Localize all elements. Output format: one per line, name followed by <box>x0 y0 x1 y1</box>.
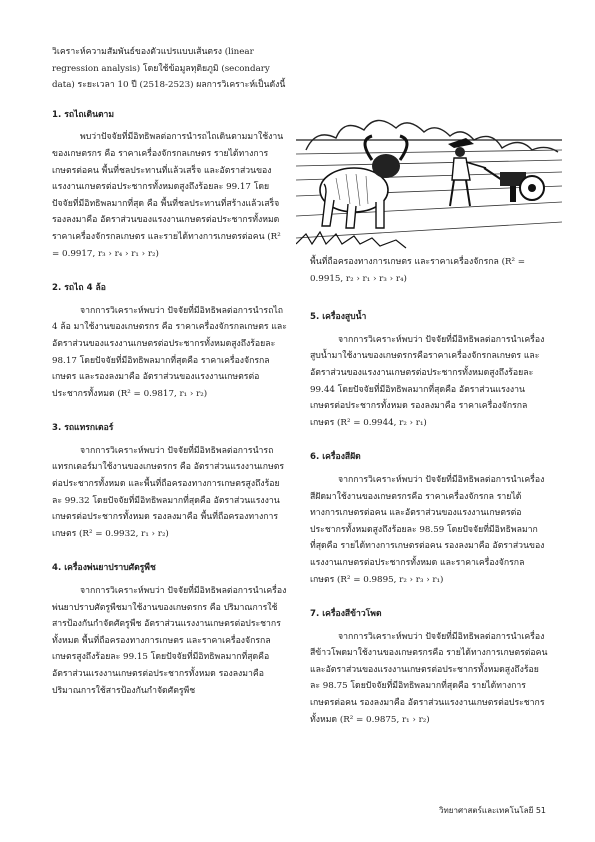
clouds <box>306 120 558 152</box>
section-5-title: 5. เครื่องสูบน้ำ <box>310 312 367 323</box>
section-4-title: 4. เครื่องพ่นยาปราบศัตรูพืช <box>52 563 156 574</box>
section-7-title: 7. เครื่องสีข้าวโพด <box>310 609 382 620</box>
section-1-body: พบว่าปัจจัยที่มีอิทธิพลต่อการนำรถไถเดินตามมาใช้งานของเกษตรกร คือ ราคาเครื่องจักรกลเกษตร รายได้ทางการเกษตรต่อคน พื้นที่ชลประทานที่แล้วเสร็จ และอัตราส่วนของแรงงานเกษตรต่อประชากรทั้งหมดสูงถึงร้อยละ 99.17 โดยปัจจัยที่มีอิทธิพลมากที่สุด คือ พื้นที่ชลประทานที่สร้างแล้วเสร็จ รองลงมาคือ อัตราส่วนของแรงงานเกษตรต่อประชากรทั้งหมด ราคาเครื่องจักรกลเกษตร และรายได้ทางการเกษตรต่อคน (R² = 0.9917, r₃ › r₄ › r₁ › r₂) <box>52 132 284 259</box>
section-6-body: จากการวิเคราะห์พบว่า ปัจจัยที่มีอิทธิพลต่อการนำเครื่องสีฝัดมาใช้งานของเกษตรกรคือ ราคาเครื่องจักรกล รายได้ทางการเกษตรต่อคน และอัตราส่วนของแรงงานเกษตรต่อประชากรทั้งหมดสูงถึงร้อยละ 98.59 โดยปัจจัยที่มีอิทธิพลมากที่สุดคือ รายได้ทางการเกษตรต่อคน รองลงมาคือ อัตราส่วนของแรงงานเกษตรต่อประชากรทั้งหมด และราคาเครื่องจักรกลเกษตร (R² = 0.9895, r₂ › r₃ › r₁) <box>310 474 545 585</box>
section-4-continued: พื้นที่ถือครองทางการเกษตร และราคาเครื่องจักรกล (R² = 0.9915, r₂ › r₁ › r₃ › r₄) <box>310 257 526 284</box>
intro-paragraph: วิเคราะห์ความสัมพันธ์ของตัวแปรแบบเส้นตรง (linear regression analysis) โดยใช้ข้อมูลทุติยภูมิ (secondary data) ระยะเวลา 10 ปี (2518-2523) ผลการวิเคราะห์เป็นดังนี้ <box>52 47 286 91</box>
left-column <box>52 44 288 699</box>
right-column <box>310 254 548 728</box>
section-7-body: จากการวิเคราะห์พบว่า ปัจจัยที่มีอิทธิพลต่อการนำเครื่องสีข้าวโพดมาใช้งานของเกษตรกรคือ รายได้ทางการเกษตรต่อคน และอัตราส่วนของแรงงานเกษตรต่อประชากรทั้งหมดสูงถึงร้อยละ 98.75 โดยปัจจัยที่มีอิทธิพลมากที่สุดคือ รายได้ทางการเกษตรต่อคน รองลงมาคือ อัตราส่วนแรงงานเกษตรต่อประชากรทั้งหมด (R² = 0.9875, r₁ › r₂) <box>310 631 548 725</box>
section-3-title: 3. รถแทรกเตอร์ <box>52 423 114 434</box>
section-2-title: 2. รถไถ 4 ล้อ <box>52 283 106 294</box>
section-4-body: จากการวิเคราะห์พบว่า ปัจจัยที่มีอิทธิพลต่อการนำเครื่องพ่นยาปราบศัตรูพืชมาใช้งานของเกษตรกร คือ ปริมาณการใช้สารป้องกันกำจัดศัตรูพืช อัตราส่วนแรงงานเกษตรต่อประชากรทั้งหมด พื้นที่ถือครองทางการเกษตร และราคาเครื่องจักรกลเกษตรสูงถึงร้อยละ 99.15 โดยปัจจัยที่มีอิทธิพลมากที่สุดคือ อัตราส่วนแรงงานเกษตรต่อประชากรทั้งหมด รองลงมาคือ ปริมาณการใช้สารป้องกันกำจัดศัตรูพืช <box>52 586 287 696</box>
section-1-title: 1. รถไถเดินตาม <box>52 109 115 120</box>
section-2-body: จากการวิเคราะห์พบว่า ปัจจัยที่มีอิทธิพลต่อการนำรถไถ 4 ล้อ มาใช้งานของเกษตรกร คือ ราคาเครื่องจักรกลเกษตร และอัตราส่วนของแรงงานเกษตรต่อประชากรทั้งหมดสูงถึงร้อยละ 98.17 โดยปัจจัยที่มีอิทธิพลมากที่สุดคือ ราคาเครื่องจักรกลเกษตร และรองลงมาคือ อัตราส่วนของแรงงานเกษตรต่อประชากรทั้งหมด (R² = 0.9817, r₁ › r₂) <box>52 305 287 399</box>
section-5-body: จากการวิเคราะห์พบว่า ปัจจัยที่มีอิทธิพลต่อการนำเครื่องสูบน้ำมาใช้งานของเกษตรกรคือราคาเครื่องจักรกลเกษตร และอัตราส่วนของแรงงานเกษตรต่อประชากรทั้งหมดสูงถึงร้อยละ 99.44 โดยปัจจัยที่มีอิทธิพลมากที่สุดคือ อัตราส่วนแรงงานเกษตรต่อประชากรทั้งหมด รองลงมาคือ ราคาเครื่องจักรกลเกษตร (R² = 0.9944, r₂ › r₁) <box>310 334 545 428</box>
farm-illustration <box>296 88 562 258</box>
section-3-body: จากการวิเคราะห์พบว่า ปัจจัยที่มีอิทธิพลต่อการนำรถแทรกเตอร์มาใช้งานของเกษตรกร คือ อัตราส่วนแรงงานเกษตรต่อประชากรทั้งหมด และพื้นที่ถือครองทางการเกษตรสูงถึงร้อยละ 99.32 โดยปัจจัยที่มีอิทธิพลมากที่สุดคือ อัตราส่วนแรงงานเกษตรต่อประชากรทั้งหมด รองลงมาคือ พื้นที่ถือครองทางการเกษตร (R² = 0.9932, r₁ › r₂) <box>52 445 285 539</box>
section-6-title: 6. เครื่องสีฝัด <box>310 452 361 463</box>
farmer <box>448 138 486 206</box>
page-footer: วิทยาศาสตร์และเทคโนโลยี 51 <box>439 806 546 815</box>
